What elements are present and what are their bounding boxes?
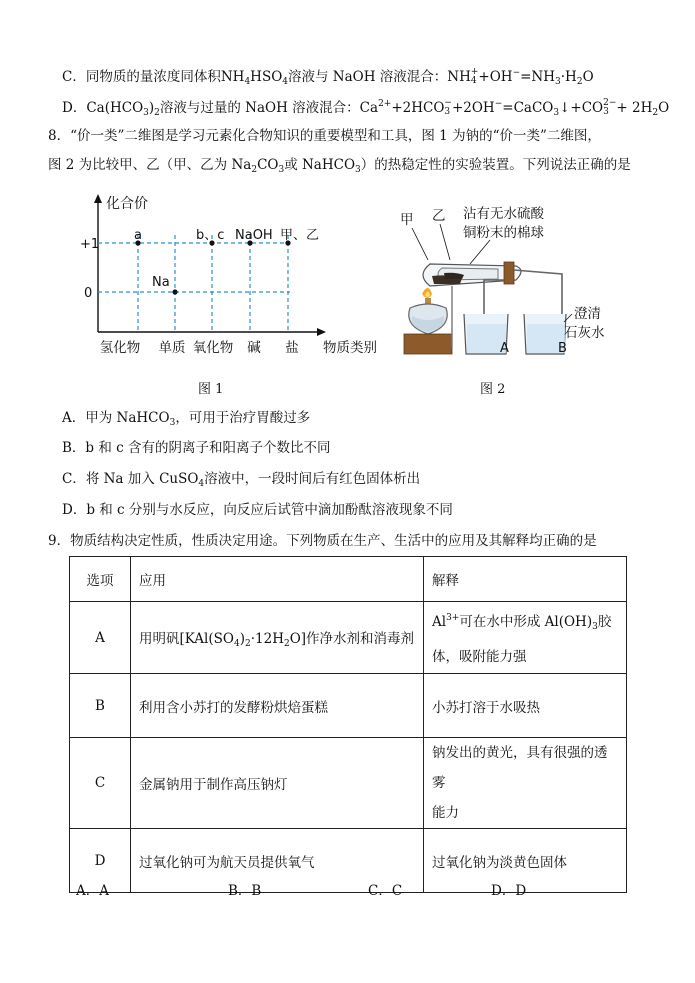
sub: 3 — [603, 107, 609, 117]
text: ，可用于治疗胃酸过多 — [175, 410, 311, 426]
q8-stem-line2 — [48, 156, 631, 179]
text: =NH — [520, 69, 556, 85]
text: A．甲为 NaHCO — [62, 410, 170, 426]
q8-option-a — [62, 409, 310, 432]
text: 用明矾[KAl(SO — [139, 630, 234, 647]
prev-option-d — [62, 95, 669, 122]
sup: − — [512, 68, 521, 78]
sub: 3 — [444, 107, 451, 117]
figure-2-apparatus — [398, 200, 620, 360]
text: 溶液与 NaOH 溶液混合：NH — [288, 69, 471, 85]
point-bc-label: b、c — [196, 228, 225, 243]
sub: 2 — [652, 108, 659, 118]
sub: 2 — [283, 638, 290, 649]
exp-line1: 钠发出的黄光，具有很强的透雾 — [432, 745, 608, 791]
figure-1-caption: 图 1 — [198, 382, 224, 397]
label-yi: 乙 — [432, 208, 446, 224]
text: + 2H — [616, 100, 653, 116]
text: ·12H — [250, 630, 284, 647]
sub: 2 — [154, 108, 160, 118]
label-limewater-line1: 澄清 — [574, 306, 601, 322]
q9-choice-a: A．A — [76, 883, 109, 899]
row-option: B — [70, 674, 131, 738]
row-explanation: 小苏打溶于水吸热 — [424, 674, 627, 738]
text: C．同物质的量浓度同体积 — [62, 69, 221, 85]
sub: 3 — [278, 165, 285, 175]
exp-line2: 能力 — [432, 805, 459, 821]
label-jia: 甲 — [400, 212, 414, 228]
wooden-block — [404, 334, 452, 354]
q9-table — [69, 556, 627, 893]
text: 可在水中形成 Al(OH) — [459, 614, 593, 630]
text: ·H — [560, 69, 577, 85]
sub: 4 — [198, 479, 205, 489]
table-row — [70, 674, 627, 738]
x-category-oxide: 氧化物 — [192, 340, 234, 356]
text: +OH — [478, 69, 513, 85]
row-explanation: 过氧化钠为淡黄色固体 — [424, 829, 627, 893]
sub: 3 — [169, 418, 176, 428]
row-explanation — [424, 602, 627, 674]
q8-option-c — [62, 470, 420, 493]
text: O]作净水剂和消毒剂 — [289, 630, 415, 647]
text: ）的热稳定性的实验装置。下列说法正确的是 — [360, 157, 631, 173]
label-cotton-line1: 沾有无水硫酸 — [463, 206, 544, 222]
sup: 2+ — [378, 99, 392, 109]
sup: 3+ — [446, 613, 460, 623]
sub: 2 — [576, 77, 583, 87]
exp-line2: 体，吸附能力强 — [432, 649, 527, 665]
point-naoh-label: NaOH — [235, 228, 273, 243]
y-tick-plus1: +1 — [80, 237, 100, 252]
q9-choice-c: C．C — [368, 883, 403, 899]
text: Al — [432, 614, 447, 630]
q8-stem-line1: 8．“价一类”二维图是学习元素化合物知识的重要模型和工具，图 1 为钠的“价一类”二维图， — [48, 128, 601, 144]
text: 溶液中，一段时间后有红色固体析出 — [204, 471, 421, 487]
stack — [603, 99, 616, 117]
text: ↓+CO — [559, 100, 604, 116]
table-row — [70, 738, 627, 829]
point-na — [172, 289, 177, 294]
text: 图 2 为比较甲、乙（甲、乙为 Na — [48, 157, 252, 173]
leader-jia — [412, 228, 428, 260]
x-category-salt: 盐 — [285, 340, 299, 356]
point-salt-label: 甲、乙 — [280, 228, 320, 243]
point-na-label: Na — [152, 275, 170, 290]
label-beaker-b: B — [558, 341, 567, 356]
table-row — [70, 602, 627, 674]
text: ) — [239, 630, 245, 647]
text: NH — [220, 69, 245, 85]
exp-line1 — [432, 603, 618, 642]
header-explanation: 解释 — [424, 557, 627, 602]
header-option: 选项 — [70, 557, 131, 602]
sub: 2 — [244, 638, 251, 649]
text: HSO — [250, 69, 283, 85]
sup: − — [494, 99, 503, 109]
sub: 4 — [282, 77, 288, 87]
label-limewater-line2: 石灰水 — [564, 325, 605, 341]
text: O — [658, 100, 670, 116]
row-application: 金属钠用于制作高压钠灯 — [131, 738, 424, 829]
text: O — [582, 69, 594, 85]
stack — [444, 99, 452, 117]
text: D．Ca(HCO — [62, 100, 144, 116]
x-category-base: 碱 — [247, 340, 261, 356]
row-application: 利用含小苏打的发酵粉烘焙蛋糕 — [131, 674, 424, 738]
row-application — [131, 602, 424, 674]
label-beaker-a: A — [500, 341, 509, 356]
text: C．将 Na 加入 CuSO — [62, 471, 199, 487]
y-axis-label: 化合价 — [106, 196, 148, 212]
sup: + — [470, 67, 479, 77]
x-category-hydride: 氢化物 — [99, 340, 141, 356]
sub: 3 — [143, 108, 149, 118]
sub: 4 — [244, 77, 251, 87]
sup: − — [444, 98, 452, 108]
figure-2-caption: 图 2 — [480, 382, 506, 397]
text: +2OH — [451, 100, 495, 116]
prev-option-c — [62, 64, 594, 91]
sub: 3 — [555, 77, 561, 87]
x-axis-label: 物质类别 — [323, 340, 377, 356]
point-a-label: a — [134, 228, 142, 243]
x-category-element: 单质 — [158, 340, 186, 356]
text: 胶 — [597, 614, 612, 630]
figure-1-valence-class-diagram — [80, 190, 390, 365]
label-cotton-line2: 铜粉末的棉球 — [463, 225, 544, 241]
leader-yi — [440, 224, 450, 260]
q8-option-d: D．b 和 c 分别与水反应，向反应后试管中滴加酚酞溶液现象不同 — [62, 502, 453, 518]
row-application: 过氧化钠可为航天员提供氧气 — [131, 829, 424, 893]
row-option: C — [70, 738, 131, 829]
sub: 4 — [233, 638, 240, 649]
sup: 2− — [603, 98, 617, 108]
row-option: A — [70, 602, 131, 674]
q9-stem: 9．物质结构决定性质，性质决定用途。下列物质在生产、生活中的应用及其解释均正确的是 — [48, 533, 597, 549]
q9-choice-b: B．B — [228, 883, 262, 899]
text: 或 NaHCO — [284, 157, 356, 173]
y-tick-zero: 0 — [84, 286, 93, 301]
table-header-row — [70, 557, 627, 602]
row-explanation — [424, 738, 627, 829]
leader-cotton — [470, 240, 490, 264]
text: +2HCO — [391, 100, 445, 116]
row-option: D — [70, 829, 131, 893]
sub: 3 — [553, 108, 560, 118]
text: CO — [257, 157, 279, 173]
text: ) — [148, 100, 155, 116]
stopper — [504, 262, 514, 284]
sub: 2 — [251, 165, 258, 175]
table-row — [70, 829, 627, 893]
q9-choice-d: D．D — [491, 883, 527, 899]
sub: 3 — [355, 165, 361, 175]
q8-option-b: B．b 和 c 含有的阴离子和阳离子个数比不同 — [62, 440, 331, 456]
text: 溶液与过量的 NaOH 溶液混合：Ca — [159, 100, 379, 116]
text: =CaCO — [502, 100, 554, 116]
header-application: 应用 — [131, 557, 424, 602]
sub: 3 — [592, 622, 598, 632]
x-axis-arrow — [317, 328, 326, 336]
sub: 4 — [470, 76, 477, 86]
y-axis-arrow — [94, 194, 102, 203]
